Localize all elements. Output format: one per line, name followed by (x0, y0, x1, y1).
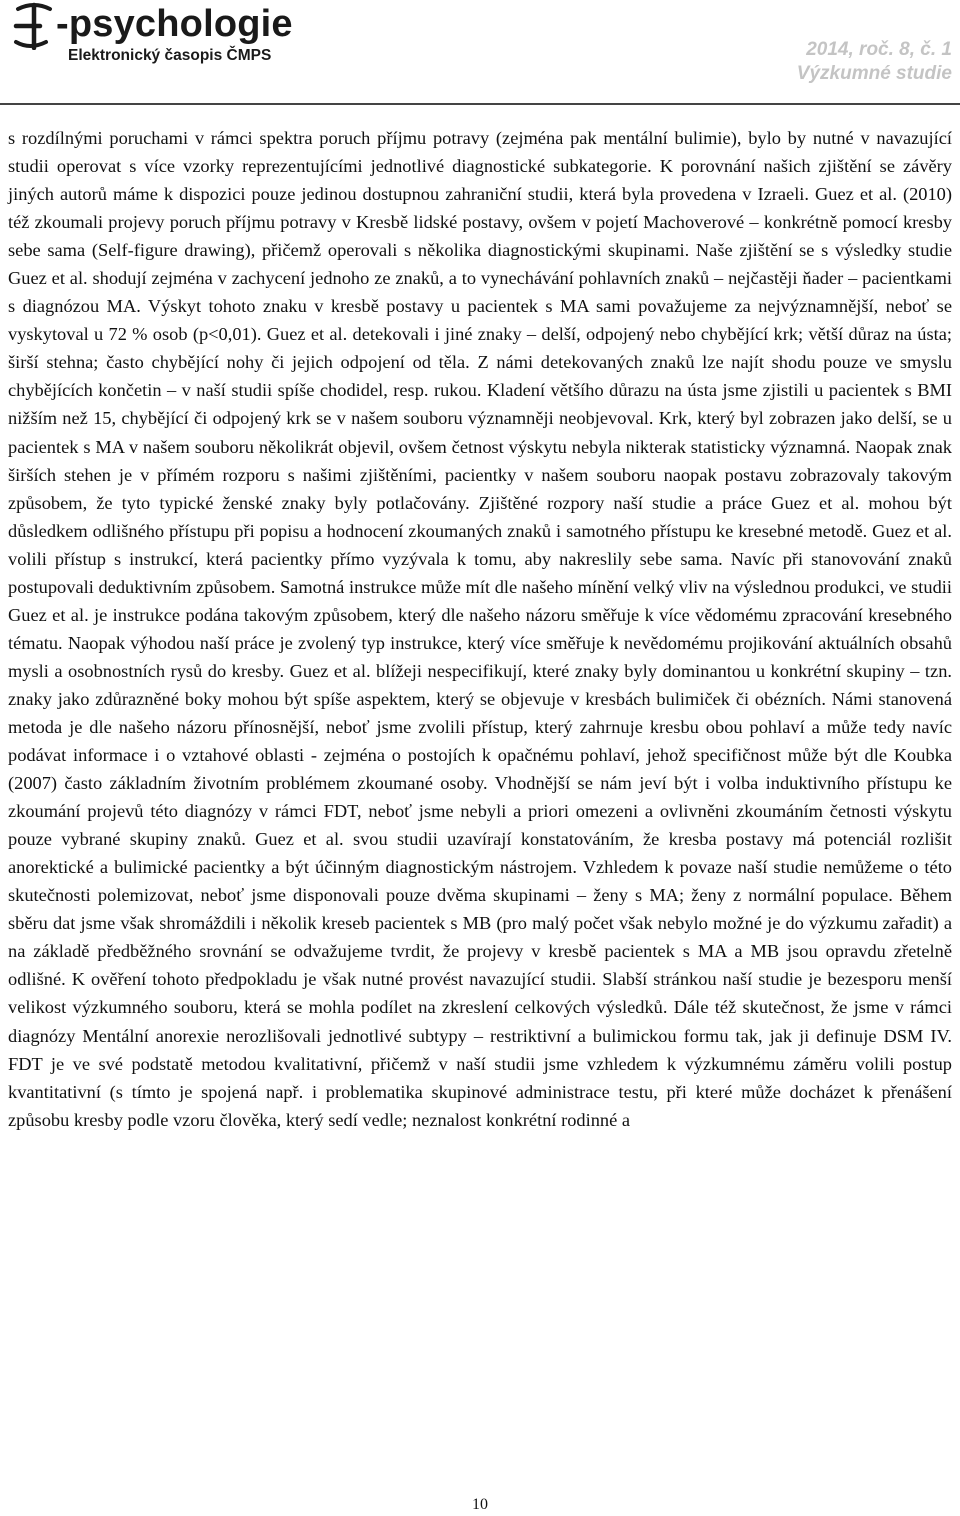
section-name: Výzkumné studie (796, 63, 952, 84)
header-rule (0, 103, 960, 105)
page-number: 10 (472, 1496, 488, 1513)
journal-logo (10, 2, 350, 72)
journal-subtitle: Elektronický časopis ČMPS (68, 47, 272, 64)
article-paragraph: s rozdílnými poruchami v rámci spektra poruch příjmu potravy (zejména pak mentální bulimie), bylo by nutné v navazující studii operovat s více vzorky reprezentujícími jednotlivé diagnostické subkategorie. K porovnání našich zjištění se závěry jiných autorů máme k dispozici pouze jedinou dostupnou zahraniční studii, která byla provedena v Izraeli. Guez et al. (2010) též zkoumali projevy poruch příjmu potravy v Kresbě lidské postavy, ovšem v pojetí Machoverové – konkrétně pomocí kresby sebe sama (Self-figure drawing), přičemž operovali s několika diagnostickými skupinami. Naše zjištění se s výsledky studie Guez et al. shodují zejména v zachycení jednoho ze znaků, a to vynechávání pohlavních znaků – nejčastěji ňader – pacientkami s diagnózou MA. Výskyt tohoto znaku v kresbě postavy u pacientek s MA sami považujeme za nejvýznamnější, neboť se vyskytoval u 72 % osob (p<0,01). Guez et al. detekovali i jiné znaky – delší, odpojený nebo chybějící krk; větší důraz na ústa; širší stehna; často chybějící nohy či jejich odpojení od těla. Z námi detekovaných znaků lze najít shodu pouze ve smyslu chybějících končetin – v naší studii spíše chodidel, resp. rukou. Kladení většího důrazu na ústa jsme zjistili u pacientek s BMI nižším než 15, chybějící či odpojený krk se v našem souboru významněji neobjevoval. Krk, který byl zobrazen jako delší, se u pacientek s MA v našem souboru několikrát objevil, ovšem četnost výskytu nebyla nikterak statisticky významná. Naopak znak širších stehen je v přímém rozporu s našimi zjištěními, pacientky v našem souboru naopak postavu zobrazovaly takovým způsobem, že tyto typické ženské znaky byly potlačovány. Zjištěné rozpory naší studie a práce Guez et al. mohou být důsledkem odlišného přístupu při popisu a hodnocení zkoumaných znaků i samotného přístupu ke kresebné metodě. Guez et al. volili přístup s instrukcí, která pacientky přímo vyzývala k tomu, aby nakreslily sebe sama. Navíc při stanovování znaků postupovali deduktivním způsobem. Samotná instrukce může mít dle našeho mínění velký vliv na výslednou produkci, ve studii Guez et al. je instrukce podána takovým způsobem, který dle našeho názoru směřuje k více vědomému zpracování kresebného tématu. Naopak výhodou naší práce je zvolený typ instrukce, který více směřuje k nevědomému projikování aktuálních obsahů mysli a osobnostních rysů do kresby. Guez et al. blížeji nespecifikují, které znaky byly dominantou u konkrétní skupiny – tzn. znaky jako zdůrazněné boky mohou být spíše aspektem, který se objevuje v kresbách bulimiček či obézních. Námi stanovená metoda je dle našeho názoru přínosnější, neboť jsme zvolili přístup, který zahrnuje kresbu obou pohlaví a může tedy navíc podávat informace i o vztahové oblasti - zejména o postojích k opačnému pohlaví, jehož specifičnost může být dle Koubka (2007) často základním životním problémem zkoumané osoby. Vhodnější se nám jeví být i volba induktivního přístupu ke zkoumání projevů této diagnózy v rámci FDT, neboť jsme nebyli a priori omezeni a ovlivněni zkoumáním četnosti výskytu pouze vybrané skupiny znaků. Guez et al. svou studii uzavírají konstatováním, že kresba postavy má potenciál rozlišit anorektické a bulimické pacientky a být účinným diagnostickým nástrojem. Vzhledem k povaze naší studie nemůžeme o této skutečnosti polemizovat, neboť jsme disponovali pouze dvěma skupinami – ženy s MA; ženy z normální populace. Během sběru dat jsme však shromáždili i několik kreseb pacientek s MB (pro malý počet však nebylo možné je do výzkumu zařadit) a na základě předběžného srovnání se odvažujeme tvrdit, že projevy v kresbě pacientek s MA a MB jsou opravdu zřetelně odlišné. K ověření tohoto předpokladu je však nutné provést navazující studii. Slabší stránkou naší studie je bezesporu menší velikost výzkumného souboru, která se mohla podílet na zkreslení celkových výsledků. Dále též skutečnost, že jsme v rámci diagnózy Mentální anorexie nerozlišovali jednotlivé subtypy – restriktivní a bulimickou formu tak, jak ji definuje DSM IV. FDT je ve své podstatě metodou kvalitativní, přičemž v naší studii jsme vzhledem k výzkumnému záměru volili postup kvantitativní (s tímto je spojená např. i problematika skupinové administrace testu, při které může docházet k přenášení způsobu kresby podle vzoru člověka, který sedí vedle; neznalost konkrétní rodinné a (8, 128, 952, 1130)
journal-name: -psychologie (56, 3, 293, 45)
issue-info (797, 38, 952, 86)
issue-number: 2014, roč. 8, č. 1 (806, 39, 952, 60)
psi-logo-icon (10, 2, 58, 50)
page-header (0, 0, 960, 100)
